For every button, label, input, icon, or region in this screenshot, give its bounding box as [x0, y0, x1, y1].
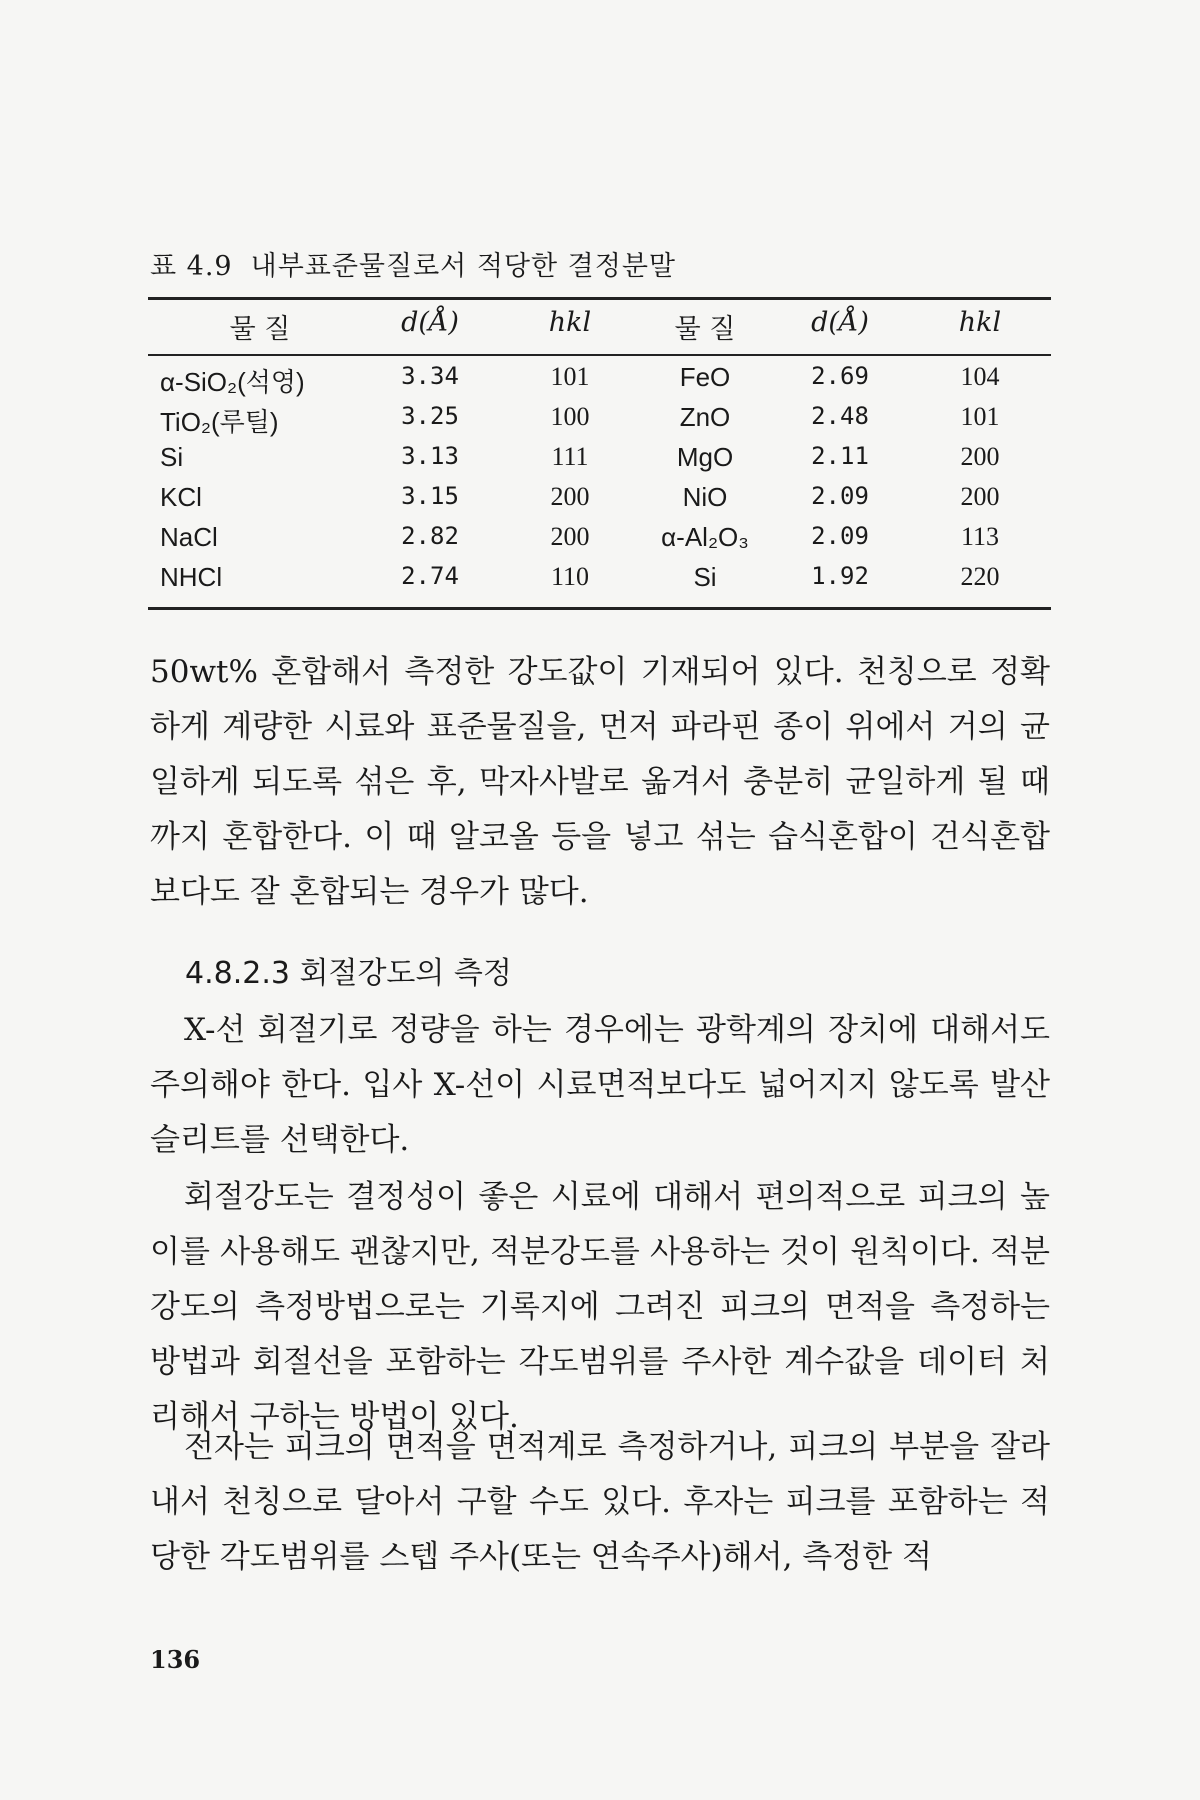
- table-bottom-rule: [148, 607, 1051, 610]
- table-cell: NaCl: [160, 522, 218, 552]
- table-row: [0, 362, 1200, 402]
- table-cell: 200: [550, 522, 590, 551]
- table-cell: 2.74: [401, 562, 459, 590]
- body-paragraph-4: 전자는 피크의 면적을 면적계로 측정하거나, 피크의 부분을 잘라내서 천칭으로 달아서 구할 수도 있다. 후자는 피크를 포함하는 적당한 각도범위를 스텝 주사(또는 연속주사)해서, 측정한 적: [150, 1429, 1050, 1575]
- table-cell: 101: [550, 362, 590, 391]
- table-cell: 110: [550, 562, 590, 591]
- body-paragraph-2: X-선 회절기로 정량을 하는 경우에는 광학계의 장치에 대해서도 주의해야 한다. 입사 X-선이 시료면적보다도 넓어지지 않도록 발산슬리트를 선택한다.: [150, 1012, 1050, 1158]
- page-number: 136: [150, 1645, 201, 1674]
- table-cell: 200: [960, 442, 1000, 471]
- section-heading: 4.8.2.3 회절강도의 측정: [185, 956, 512, 991]
- table-cell: 113: [960, 522, 1000, 551]
- table-cell: 2.69: [811, 362, 869, 390]
- table-caption-label: 표 4.9: [150, 251, 233, 282]
- table-cell: ZnO: [679, 402, 731, 432]
- header-hkl-1: hkl: [548, 307, 592, 338]
- table-cell: NiO: [682, 482, 728, 512]
- table-row: [0, 402, 1200, 442]
- table-row: [0, 522, 1200, 562]
- table-cell: 100: [550, 402, 590, 431]
- table-cell: 2.09: [811, 522, 869, 550]
- table-caption: [150, 244, 694, 283]
- body-paragraph-1: 50wt% 혼합해서 측정한 강도값이 기재되어 있다. 천칭으로 정확하게 계량한 시료와 표준물질을, 먼저 파라핀 종이 위에서 거의 균일하게 되도록 섞은 후, 막자사발로 옮겨서 충분히 균일하게 될 때까지 혼합한다. 이 때 알코올 등을 넣고 섞는 습식혼합이 건식혼합보다도 잘 혼합되는 경우가 많다.: [150, 654, 1050, 910]
- table-header-rule: [148, 354, 1051, 356]
- table-cell: MgO: [676, 442, 734, 472]
- body-paragraph-3: 회절강도는 결정성이 좋은 시료에 대해서 편의적으로 피크의 높이를 사용해도 괜찮지만, 적분강도를 사용하는 것이 원칙이다. 적분강도의 측정방법으로는 기록지에 그려진 피크의 면적을 측정하는 방법과 회절선을 포함하는 각도범위를 주사한 계수값을 데이터 처리해서 구하는 방법이 있다.: [150, 1179, 1050, 1435]
- table-cell: 2.09: [811, 482, 869, 510]
- table-cell: 2.82: [401, 522, 459, 550]
- table-cell: α-Al₂O₃: [661, 522, 749, 552]
- table-cell: 101: [960, 402, 1000, 431]
- table-caption-text: 내부표준물질로서 적당한 결정분말: [250, 251, 677, 282]
- header-hkl-2: hkl: [958, 307, 1002, 338]
- table-cell: 3.15: [401, 482, 459, 510]
- header-material-2: 물 질: [674, 314, 736, 345]
- table-cell: 200: [960, 482, 1000, 511]
- table-row: [0, 562, 1200, 602]
- table-cell: α-SiO₂(석영): [160, 367, 305, 397]
- table-cell: 111: [551, 442, 589, 471]
- table-cell: 200: [550, 482, 590, 511]
- table-cell: 220: [960, 562, 1000, 591]
- table-cell: 2.48: [811, 402, 869, 430]
- header-d-spacing-1: d(Å): [401, 307, 459, 338]
- table-cell: 3.13: [401, 442, 459, 470]
- table-top-rule: [148, 297, 1051, 300]
- table-cell: NHCl: [160, 562, 223, 592]
- table-cell: 104: [960, 362, 1000, 391]
- table-cell: Si: [160, 442, 184, 472]
- table-cell: KCl: [160, 482, 202, 512]
- table-header-row: [0, 307, 1200, 347]
- header-material-1: 물 질: [229, 314, 291, 345]
- table-cell: 1.92: [811, 562, 869, 590]
- header-d-spacing-2: d(Å): [811, 307, 869, 338]
- table-row: [0, 482, 1200, 522]
- table-cell: 2.11: [811, 442, 869, 470]
- table-cell: 3.25: [401, 402, 459, 430]
- table-cell: TiO₂(루틸): [160, 407, 279, 437]
- table-cell: 3.34: [401, 362, 459, 390]
- table-row: [0, 442, 1200, 482]
- table-cell: FeO: [679, 362, 731, 392]
- table-cell: Si: [693, 562, 717, 592]
